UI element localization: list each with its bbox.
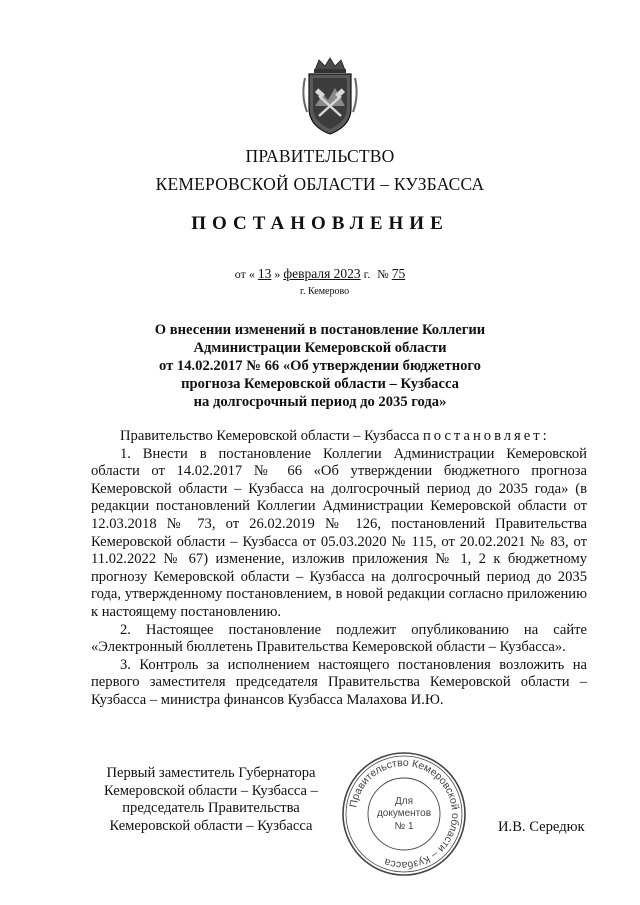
position-line: председатель Правительства: [122, 800, 300, 817]
date-mid: »: [274, 267, 281, 281]
org-name-line-1: ПРАВИТЕЛЬСТВО: [245, 146, 395, 166]
date-prefix: от «: [234, 267, 255, 281]
document-number: 75: [391, 266, 406, 281]
document-body: [91, 428, 587, 710]
title-line: на долгосрочный период до 2035 года»: [193, 394, 447, 410]
title-line: О внесении изменений в постановление Коллегии: [154, 322, 486, 338]
number-label: №: [377, 267, 389, 281]
signatory-position: [88, 765, 334, 835]
date-month-year: февраля 2023: [283, 266, 361, 281]
official-stamp: [340, 750, 468, 878]
document-type: ПОСТАНОВЛЕНИЕ: [191, 213, 449, 234]
paragraph-2: 2. Настоящее постановление подлежит опубликованию на сайте «Электронный бюллетень Правительства Кемеровской области – Кузбасса».: [91, 621, 587, 656]
stamp-ring-text: Правительство Кемеровской области – Кузбасса: [347, 756, 462, 872]
paragraph-3: 3. Контроль за исполнением настоящего постановления возложить на первого заместителя председателя Правительства Кемеровской области – Кузбасса – министра финансов Кузбасса Малахова И.Ю.: [91, 656, 587, 708]
signatory-name: И.В. Середюк: [498, 819, 585, 835]
coat-of-arms-emblem: [295, 56, 365, 138]
position-line: Кемеровской области – Кузбасса –: [104, 782, 318, 799]
paragraph-1: 1. Внести в постановление Коллегии Администрации Кемеровской области от 14.02.2017 № 66 «Об утверждении бюджетного прогноза Кемеровской области – Кузбасса на долгосрочный период до 2035 года» (в редакции постановлений Коллегии Администрации Кемеровской области от 12.03.2018 № 73, от 26.02.2019 № 126, постановлений Правительства Кемеровской области – Кузбасса от 05.03.2020 № 115, от 20.02.2021 № 83, от 11.02.2022 № 67) изменение, изложив приложения № 1, 2 к бюджетному прогнозу Кемеровской области – Кузбасса на долгосрочный период до 2035 года, утвержденному постановлением, в новой редакции согласно приложению к настоящему постановлению.: [91, 445, 587, 620]
org-name-line-2: КЕМЕРОВСКОЙ ОБЛАСТИ – КУЗБАССА: [155, 174, 485, 194]
date-day: 13: [257, 266, 272, 281]
title-line: прогноза Кемеровской области – Кузбасса: [181, 376, 459, 392]
city: г. Кемерово: [300, 286, 350, 297]
position-line: Первый заместитель Губернатора: [106, 765, 316, 781]
date-year-suffix: г.: [363, 267, 371, 281]
date-number-line: [0, 266, 640, 282]
intro-paragraph: [91, 428, 587, 446]
intro-text: Правительство Кемеровской области – Кузбасса: [120, 428, 423, 444]
intro-action: постановляет:: [422, 428, 550, 444]
stamp-center-line-1: Для: [394, 796, 414, 807]
stamp-center-line-3: № 1: [394, 821, 414, 832]
document-title: [0, 321, 640, 411]
stamp-center-line-2: документов: [376, 808, 432, 819]
position-line: Кемеровской области – Кузбасса: [109, 817, 313, 834]
title-line: Администрации Кемеровской области: [193, 340, 447, 356]
title-line: от 14.02.2017 № 66 «Об утверждении бюджетного: [159, 358, 481, 374]
